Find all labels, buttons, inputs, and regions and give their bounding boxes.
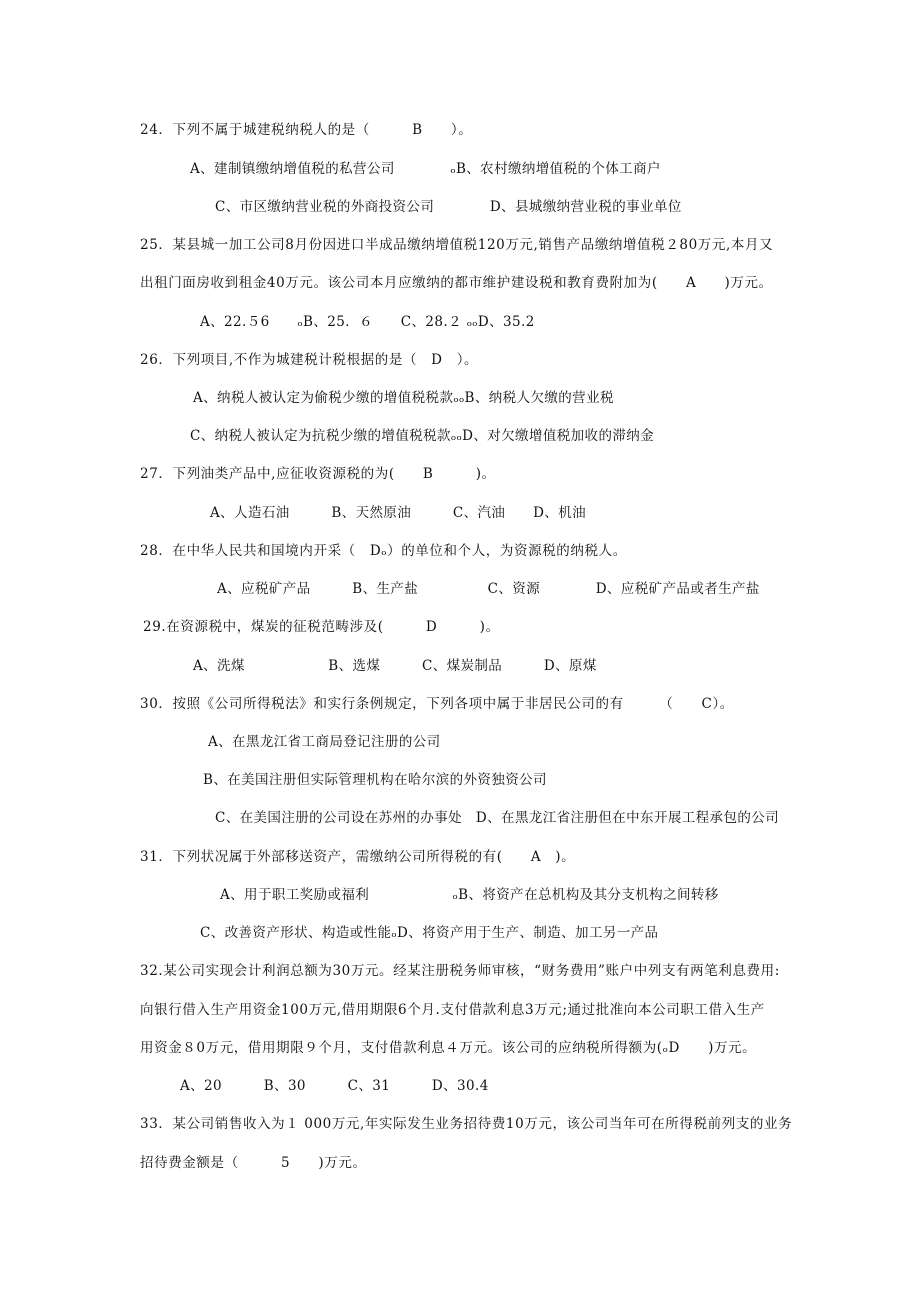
question-25-line-1: 25．某县城一加工公司8月份因进口半成品缴纳增值税120万元,销售产品缴纳增值税２80万元,本月又 <box>140 237 774 253</box>
question-32-line-2: 向银行借入生产用资金100万元,借用期限6个月.支付借款利息3万元;通过批准向本公司职工借入生产 <box>140 1002 765 1018</box>
question-31-options-row-1: A、用于职工奖励或福利 ₒB、将资产在总机构及其分支机构之间转移 <box>220 887 719 903</box>
question-28-options: A、应税矿产品 B、生产盐 C、资源 D、应税矿产品或者生产盐 <box>217 581 760 597</box>
question-30-options-c-d: C、在美国注册的公司设在苏州的办事处 D、在黑龙江省注册但在中东开展工程承包的公司 <box>215 810 780 826</box>
question-25-options: A、22.５6 ₒB、25．６ C、28.２ ₒₒD、35.2 <box>200 314 535 330</box>
question-24-options-row-1: A、建制镇缴纳增值税的私营公司 ₒB、农村缴纳增值税的个体工商户 <box>190 161 661 177</box>
question-24-options-row-2: C、市区缴纳营业税的外商投资公司 D、县城缴纳营业税的事业单位 <box>215 199 682 215</box>
question-31: 31．下列状况属于外部移送资产，需缴纳公司所得税的有( A )。 <box>140 849 576 865</box>
question-29-options: A、洗煤 B、选煤 C、煤炭制品 D、原煤 <box>193 658 597 674</box>
question-32-line-3: 用资金８0万元，借用期限９个月，支付借款利息４万元。该公司的应纳税所得额为(ₒD )万元。 <box>140 1040 757 1056</box>
question-26-options-row-2: C、纳税人被认定为抗税少缴的增值税税款ₒₒD、对欠缴增值税加收的滞纳金 <box>190 428 655 444</box>
question-30: 30．按照《公司所得税法》和实行条例规定，下列各项中属于非居民公司的有 （ C）。 <box>140 696 734 712</box>
question-31-options-row-2: C、改善资产形状、构造或性能ₒD、将资产用于生产、制造、加工另一产品 <box>200 925 659 941</box>
question-24: 24．下列不属于城建税纳税人的是（ B ）。 <box>140 122 473 138</box>
question-30-option-b: B、在美国注册但实际管理机构在哈尔滨的外资独资公司 <box>203 772 547 788</box>
question-33-line-2: 招待费金额是（ 5 )万元。 <box>140 1155 367 1171</box>
question-27: 27．下列油类产品中,应征收资源税的为( B )。 <box>140 466 496 482</box>
question-28: 28．在中华人民共和国境内开采（ Dₒ）的单位和个人，为资源税的纳税人。 <box>140 543 627 559</box>
question-25-line-2: 出租门面房收到租金40万元。该公司本月应缴纳的都市维护建设税和教育费附加为( A )万元。 <box>140 275 773 291</box>
question-33-line-1: 33．某公司销售收入为１ 000万元,年实际发生业务招待费10万元，该公司当年可在所得税前列支的业务 <box>140 1116 793 1132</box>
question-30-option-a: A、在黑龙江省工商局登记注册的公司 <box>208 734 441 750</box>
question-29: 29.在资源税中，煤炭的征税范畴涉及( D )。 <box>143 619 500 635</box>
question-26-options-row-1: A、纳税人被认定为偷税少缴的增值税税款ₒₒB、纳税人欠缴的营业税 <box>193 390 614 406</box>
question-32-options: A、20 B、30 C、31 D、30.4 <box>180 1078 489 1094</box>
question-32-line-1: 32.某公司实现会计利润总额为30万元。经某注册税务师审核，“财务费用”账户中列支有两笔利息费用: <box>140 963 780 979</box>
question-27-options: A、人造石油 B、天然原油 C、汽油 D、机油 <box>210 505 587 521</box>
question-26: 26．下列项目,不作为城建税计税根据的是（ D ）。 <box>140 352 479 368</box>
